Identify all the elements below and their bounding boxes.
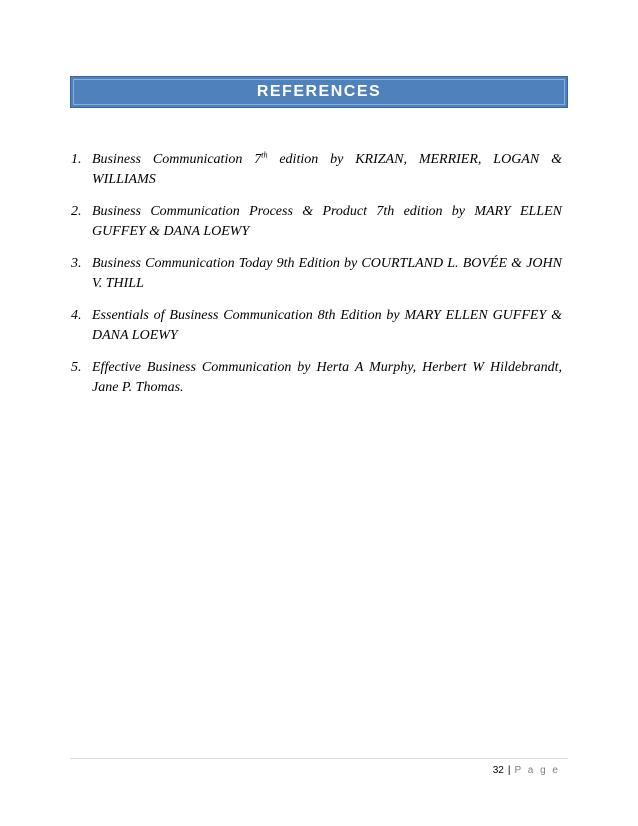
reference-text-part: Business Communication 7 <box>92 152 262 167</box>
reference-text: Business Communication Process & Product 7th edition by MARY ELLEN GUFFEY & DANA LOEWY <box>92 204 562 239</box>
superscript-ordinal: th <box>261 150 268 160</box>
reference-number: 4. <box>71 308 82 323</box>
footer-divider <box>70 758 568 759</box>
reference-text: Effective Business Communication by Herta A Murphy, Herbert W Hildebrandt, Jane P. Thomas. <box>92 360 562 395</box>
reference-number: 2. <box>71 204 82 219</box>
reference-text-part: edition by KRIZAN, MERRIER, LOGAN & WILLIAMS <box>92 152 562 187</box>
references-banner <box>70 76 568 108</box>
page-title: REFERENCES <box>256 83 382 100</box>
reference-item-3 <box>71 254 562 294</box>
reference-number: 5. <box>71 360 82 375</box>
reference-number: 3. <box>71 256 82 271</box>
footer-separator: | <box>507 765 511 776</box>
reference-text: Business Communication Today 9th Edition by COURTLAND L. BOVÉE & JOHN V. THILL <box>92 256 562 291</box>
reference-item-5 <box>71 358 562 398</box>
reference-list <box>71 150 562 410</box>
page-number: 32 <box>492 765 504 776</box>
reference-text: Essentials of Business Communication 8th Edition by MARY ELLEN GUFFEY & DANA LOEWY <box>92 308 562 343</box>
reference-number: 1. <box>71 152 82 167</box>
reference-item-4 <box>71 306 562 346</box>
reference-text <box>92 150 562 190</box>
reference-item-1 <box>71 150 562 190</box>
page-footer <box>493 765 560 776</box>
reference-item-2 <box>71 202 562 242</box>
page-label: P a g e <box>514 765 560 776</box>
